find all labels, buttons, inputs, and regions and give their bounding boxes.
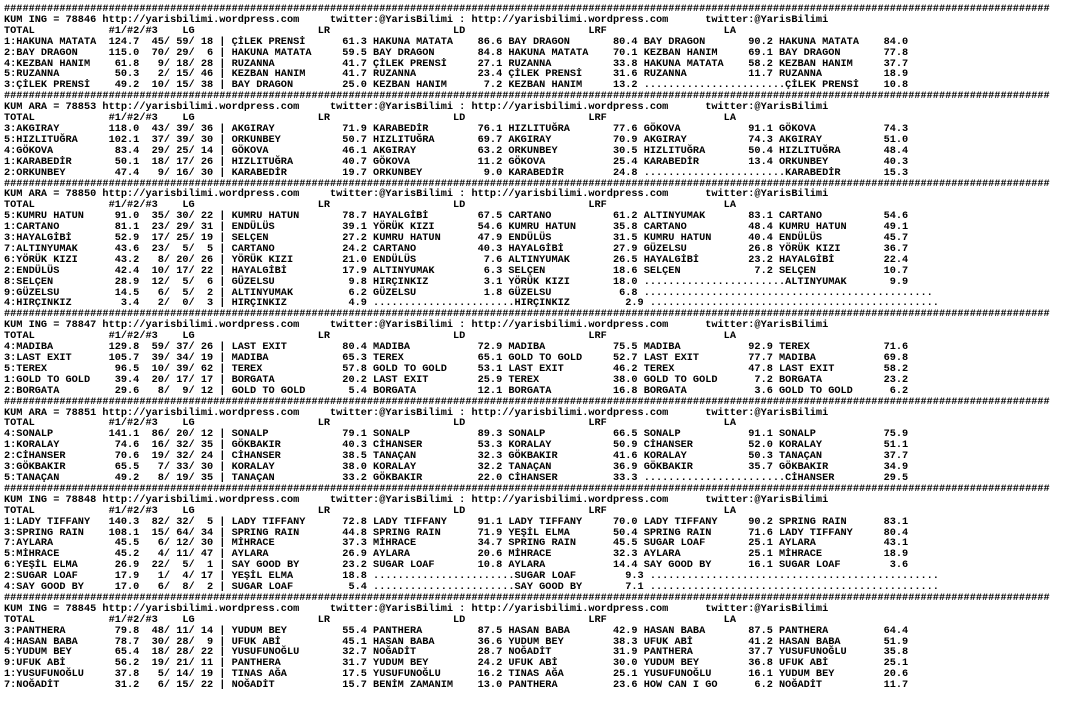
table-row: 7:AYLARA 45.5 6/ 12/ 30 | MİHRACE 37.3 MİHRACE 34.7 SPRING RAIN 45.5 SUGAR LOAF 25.1 AYLARA 43.1 [4,537,909,550]
separator-line: ########################################################################################################################################################################## [4,591,1050,604]
table-row: 4:SONALP 141.1 86/ 20/ 12 | SONALP 79.1 SONALP 89.3 SONALP 66.5 SONALP 91.1 SONALP 75.9 [4,428,909,441]
table-row: 7:NOĞADİT 31.2 6/ 15/ 22 | NOĞADİT 15.7 BENİM ZAMANIM 13.0 PANTHERA 23.6 HOW CAN I GO 6.2 NOĞADİT 11.7 [4,679,909,692]
table-row: 5:RUZANNA 50.3 2/ 15/ 46 | KEZBAN HANIM 41.7 RUZANNA 23.4 ÇİLEK PRENSİ 31.6 RUZANNA 11.7 RUZANNA 18.9 [4,68,909,81]
separator-line: ########################################################################################################################################################################## [4,90,1050,103]
race-header: KUM ING = 78848 http://yarisbilimi.wordpress.com twitter:@YarisBilimi : http://yarisbilimi.wordpress.com twitter:@YarisBilimi [4,493,829,506]
race-header: KUM ING = 78845 http://yarisbilimi.wordpress.com twitter:@YarisBilimi : http://yarisbilimi.wordpress.com twitter:@YarisBilimi [4,602,829,615]
column-headers: TOTAL #1/#2/#3 LG LR LD LRF LA [4,24,736,37]
table-row: 1:YUSUFUNOĞLU 37.8 5/ 14/ 19 | TINAS AĞA 17.5 YUSUFUNOĞLU 16.2 TINAS AĞA 25.1 YUSUFUNOĞLU 16.1 YUDUM BEY 20.6 [4,668,909,681]
table-row: 5:YUDUM BEY 65.4 18/ 28/ 22 | YUSUFUNOĞLU 32.7 NOĞADİT 28.7 NOĞADİT 31.9 PANTHERA 37.7 YUSUFUNOĞLU 35.8 [4,646,909,659]
table-row: 1:KORALAY 74.6 16/ 32/ 35 | GÖKBAKIR 40.3 CİHANSER 53.3 KORALAY 50.9 CİHANSER 52.0 KORALAY 51.1 [4,439,909,452]
race-header: KUM ARA = 78850 http://yarisbilimi.wordpress.com twitter:@YarisBilimi : http://yarisbilimi.wordpress.com twitter:@YarisBilimi [4,188,829,201]
race-header: KUM ARA = 78851 http://yarisbilimi.wordpress.com twitter:@YarisBilimi : http://yarisbilimi.wordpress.com twitter:@YarisBilimi [4,406,829,419]
table-row: 2:SUGAR LOAF 17.9 1/ 4/ 17 | YEŞİL ELMA 18.8 .......................SUGAR LOAF 9.3 ............................................... [4,570,939,583]
separator-line: ########################################################################################################################################################################## [4,3,1050,15]
table-row: 3:ÇİLEK PRENSİ 49.2 10/ 15/ 38 | BAY DRAGON 25.0 KEZBAN HANIM 7.2 KEZBAN HANIM 13.2 .......................ÇİLEK PRENSİ 10.8 [4,79,909,92]
table-row: 1:CARTANO 81.1 23/ 29/ 31 | ENDÜLÜS 39.1 YÖRÜK KIZI 54.6 KUMRU HATUN 35.8 CARTANO 48.4 KUMRU HATUN 49.1 [4,221,909,234]
table-row: 3:GÖKBAKIR 65.5 7/ 33/ 30 | KORALAY 38.0 KORALAY 32.2 TANAÇAN 36.9 GÖKBAKIR 35.7 GÖKBAKIR 34.9 [4,461,909,474]
table-row: 4:SAY GOOD BY 17.0 6/ 8/ 2 | SUGAR LOAF 5.4 .......................SAY GOOD BY 7.1 ............................................... [4,581,939,594]
table-row: 3:LAST EXIT 105.7 39/ 34/ 19 | MADIBA 65.3 TEREX 65.1 GOLD TO GOLD 52.7 LAST EXIT 77.7 MADIBA 69.8 [4,352,909,364]
table-row: 1:KARABEDİR 50.1 18/ 17/ 26 | HIZLITUĞRA 40.7 GÖKOVA 11.2 GÖKOVA 25.4 KARABEDİR 13.4 ORKUNBEY 40.3 [4,155,909,168]
table-row: 1:LADY TIFFANY 140.3 82/ 32/ 5 | LADY TIFFANY 72.8 LADY TIFFANY 91.1 LADY TIFFANY 70.0 LADY TIFFANY 90.2 SPRING RAIN 83.1 [4,515,909,528]
table-row: 5:TEREX 96.5 10/ 39/ 62 | TEREX 57.8 GOLD TO GOLD 53.1 LAST EXIT 46.2 TEREX 47.8 LAST EXIT 58.2 [4,362,909,375]
table-row: 3:SPRING RAIN 108.1 15/ 64/ 34 | SPRING RAIN 44.8 SPRING RAIN 71.9 YEŞİL ELMA 50.4 SPRING RAIN 71.6 LADY TIFFANY 80.4 [4,526,909,539]
table-row: 7:ALTINYUMAK 43.6 23/ 5/ 5 | CARTANO 24.2 CARTANO 40.3 HAYALGİBİ 27.9 GÜZELSU 26.8 YÖRÜK KIZI 36.7 [4,242,909,255]
table-row: 2:BAY DRAGON 115.0 70/ 29/ 6 | HAKUNA MATATA 59.5 BAY DRAGON 84.8 HAKUNA MATATA 70.1 KEZBAN HANIM 69.1 BAY DRAGON 77.8 [4,46,909,59]
column-headers: TOTAL #1/#2/#3 LG LR LD LRF LA [4,417,736,430]
separator-line: ########################################################################################################################################################################## [4,177,1050,190]
table-row: 5:KUMRU HATUN 91.0 35/ 30/ 22 | KUMRU HATUN 78.7 HAYALGİBİ 67.5 CARTANO 61.2 ALTINYUMAK 83.1 CARTANO 54.6 [4,210,909,223]
race-header: KUM ARA = 78853 http://yarisbilimi.wordpress.com twitter:@YarisBilimi : http://yarisbilimi.wordpress.com twitter:@YarisBilimi [4,101,829,114]
table-row: 6:YÖRÜK KIZI 43.2 8/ 20/ 26 | YÖRÜK KIZI 21.0 ENDÜLÜS 7.6 ALTINYUMAK 26.5 HAYALGİBİ 23.2 HAYALGİBİ 22.4 [4,253,909,266]
table-row: 6:YEŞİL ELMA 26.9 22/ 5/ 1 | SAY GOOD BY 23.2 SUGAR LOAF 10.8 AYLARA 14.4 SAY GOOD BY 16.1 SUGAR LOAF 3.6 [4,559,909,572]
table-row: 2:ORKUNBEY 47.4 9/ 16/ 30 | KARABEDİR 19.7 ORKUNBEY 9.0 KARABEDİR 24.8 .......................KARABEDİR 15.3 [4,166,909,179]
table-row: 3:HAYALGİBİ 52.9 17/ 25/ 19 | SELÇEN 27.2 KUMRU HATUN 47.9 ENDÜLÜS 31.5 KUMRU HATUN 40.4 ENDÜLÜS 45.7 [4,232,909,245]
table-row: 4:KEZBAN HANIM 61.8 9/ 18/ 28 | RUZANNA 41.7 ÇİLEK PRENSİ 27.1 RUZANNA 33.8 HAKUNA MATATA 58.2 KEZBAN HANIM 37.7 [4,57,909,70]
table-row: 2:CİHANSER 70.6 19/ 32/ 24 | CİHANSER 38.5 TANAÇAN 32.3 GÖKBAKIR 41.6 KORALAY 50.3 TANAÇAN 37.7 [4,450,909,463]
table-row: 5:HIZLITUĞRA 102.1 37/ 39/ 30 | ORKUNBEY 50.7 HIZLITUĞRA 69.7 AKGIRAY 70.9 AKGIRAY 74.3 AKGIRAY 51.0 [4,133,909,146]
column-headers: TOTAL #1/#2/#3 LG LR LD LRF LA [4,330,736,343]
column-headers: TOTAL #1/#2/#3 LG LR LD LRF LA [4,199,736,212]
table-row: 5:MİHRACE 45.2 4/ 11/ 47 | AYLARA 26.9 AYLARA 20.6 MİHRACE 32.3 AYLARA 25.1 MİHRACE 18.9 [4,548,909,561]
table-row: 4:HASAN BABA 78.7 30/ 28/ 9 | UFUK ABİ 45.1 HASAN BABA 36.6 YUDUM BEY 38.3 UFUK ABİ 41.2 HASAN BABA 51.9 [4,635,909,648]
table-row: 3:PANTHERA 79.8 48/ 11/ 14 | YUDUM BEY 55.4 PANTHERA 87.5 HASAN BABA 42.9 HASAN BABA 87.5 PANTHERA 64.4 [4,624,909,637]
table-row: 4:HIRÇINKIZ 3.4 2/ 0/ 3 | HIRÇINKIZ 4.9 .......................HIRÇINKIZ 2.9 ............................................... [4,297,939,310]
separator-line: ########################################################################################################################################################################## [4,482,1050,495]
column-headers: TOTAL #1/#2/#3 LG LR LD LRF LA [4,613,736,626]
table-row: 1:GOLD TO GOLD 39.4 20/ 17/ 17 | BORGATA 20.2 LAST EXIT 25.9 TEREX 38.0 GOLD TO GOLD 7.2 BORGATA 23.2 [4,373,909,386]
table-row: 9:UFUK ABİ 56.2 19/ 21/ 11 | PANTHERA 31.7 YUDUM BEY 24.2 UFUK ABİ 30.0 YUDUM BEY 36.8 UFUK ABİ 25.1 [4,657,909,670]
race-header: KUM ING = 78846 http://yarisbilimi.wordpress.com twitter:@YarisBilimi : http://yarisbilimi.wordpress.com twitter:@YarisBilimi [4,13,829,26]
race-header: KUM ING = 78847 http://yarisbilimi.wordpress.com twitter:@YarisBilimi : http://yarisbilimi.wordpress.com twitter:@YarisBilimi [4,319,829,332]
table-row: 9:GÜZELSU 14.5 6/ 5/ 2 | ALTINYUMAK 6.2 GÜZELSU 1.8 GÜZELSU 6.8 ............................................... [4,286,933,299]
table-row: 3:AKGIRAY 118.0 43/ 39/ 36 | AKGIRAY 71.9 KARABEDİR 76.1 HIZLITUĞRA 77.6 GÖKOVA 91.1 GÖKOVA 74.3 [4,122,909,135]
column-headers: TOTAL #1/#2/#3 LG LR LD LRF LA [4,112,736,125]
table-row: 2:ENDÜLÜS 42.4 10/ 17/ 22 | HAYALGİBİ 17.9 ALTINYUMAK 6.3 SELÇEN 18.6 SELÇEN 7.2 SELÇEN 10.7 [4,264,909,277]
table-row: 4:MADIBA 129.8 59/ 37/ 26 | LAST EXIT 80.4 MADIBA 72.9 MADIBA 75.5 MADIBA 92.9 TEREX 71.6 [4,341,909,354]
table-row: 4:GÖKOVA 83.4 29/ 25/ 14 | GÖKOVA 46.1 AKGIRAY 63.2 ORKUNBEY 30.5 HIZLITUĞRA 50.4 HIZLITUĞRA 48.4 [4,144,909,157]
table-row: 8:SELÇEN 28.9 12/ 5/ 6 | GÜZELSU 9.8 HIRÇINKIZ 3.1 YÖRÜK KIZI 18.0 .......................ALTINYUMAK 9.9 [4,275,909,288]
table-row: 5:TANAÇAN 49.2 8/ 19/ 35 | TANAÇAN 33.2 GÖKBAKIR 22.0 CİHANSER 33.3 .......................CİHANSER 29.5 [4,471,909,484]
separator-line: ########################################################################################################################################################################## [4,395,1050,408]
table-row: 2:BORGATA 29.6 8/ 9/ 12 | GOLD TO GOLD 5.4 BORGATA 12.1 BORGATA 16.8 BORGATA 3.6 GOLD TO GOLD 6.2 [4,384,909,397]
column-headers: TOTAL #1/#2/#3 LG LR LD LRF LA [4,504,736,517]
separator-line: ########################################################################################################################################################################## [4,308,1050,321]
table-row: 1:HAKUNA MATATA 124.7 45/ 59/ 18 | ÇİLEK PRENSİ 61.3 HAKUNA MATATA 86.6 BAY DRAGON 80.4 BAY DRAGON 90.2 HAKUNA MATATA 84.0 [4,35,909,48]
